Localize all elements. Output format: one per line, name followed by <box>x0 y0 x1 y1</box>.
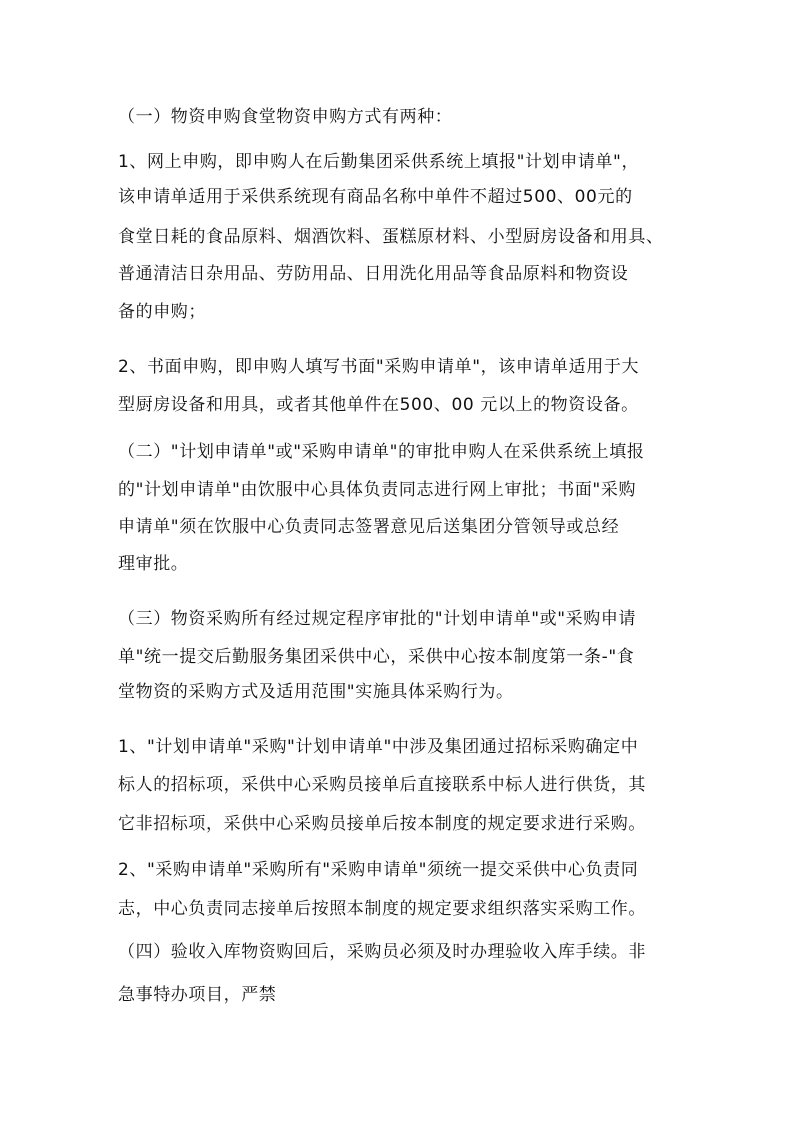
paragraph-line: 2、书面申购，即申购人填写书面"采购申请单"，该申请单适用于大 <box>118 357 640 377</box>
paragraph-line: 食堂日耗的食品原料、烟酒饮料、蛋糕原材料、小型厨房设备和用具、 <box>118 227 664 247</box>
section-heading-3: （三）物资采购所有经过规定程序审批的"计划申请单"或"采购申请 <box>118 609 637 629</box>
section-heading-2: （二）"计划申请单"或"采购申请单"的审批申购人在采供系统上填报 <box>118 442 645 462</box>
paragraph-line: 备的申购； <box>118 302 206 322</box>
paragraph-line: 1、网上申购，即申购人在后勤集团采供系统上填报"计划申请单"， <box>118 152 640 172</box>
paragraph-line: 普通清洁日杂用品、劳防用品、日用洗化用品等食品原料和物资设 <box>118 264 629 284</box>
paragraph-line: 的"计划申请单"由饮服中心具体负责同志进行网上审批；书面"采购 <box>118 480 637 500</box>
paragraph-line: 急事特办项目，严禁 <box>118 985 277 1005</box>
section-heading-1: （一）物资申购食堂物资申购方式有两种： <box>118 107 453 127</box>
paragraph-line: 该申请单适用于采供系统现有商品名称中单件不超过500、00元的 <box>118 187 633 207</box>
paragraph-line: 单"统一提交后勤服务集团采供中心，采供中心按本制度第一条-"食 <box>118 647 635 667</box>
paragraph-line: 型厨房设备和用具，或者其他单件在500、00 元以上的物资设备。 <box>118 395 639 415</box>
paragraph-line: 理审批。 <box>118 554 189 574</box>
paragraph-line: 1、"计划申请单"采购"计划申请单"中涉及集团通过招标采购确定中 <box>118 737 639 757</box>
paragraph-line: 标人的招标项，采供中心采购员接单后直接联系中标人进行供货，其 <box>118 775 646 795</box>
section-heading-4: （四）验收入库物资购回后，采购员必须及时办理验收入库手续。非 <box>118 942 646 962</box>
paragraph-line: 志，中心负责同志接单后按照本制度的规定要求组织落实采购工作。 <box>118 899 646 919</box>
paragraph-line: 申请单"须在饮服中心负责同志签署意见后送集团分管领导或总经 <box>118 517 620 537</box>
paragraph-line: 它非招标项，采供中心采购员接单后按本制度的规定要求进行采购。 <box>118 814 646 834</box>
paragraph-line: 2、"采购申请单"采购所有"采购申请单"须统一提交采供中心负责同 <box>118 860 639 880</box>
paragraph-line: 堂物资的采购方式及适用范围"实施具体采购行为。 <box>118 682 514 702</box>
